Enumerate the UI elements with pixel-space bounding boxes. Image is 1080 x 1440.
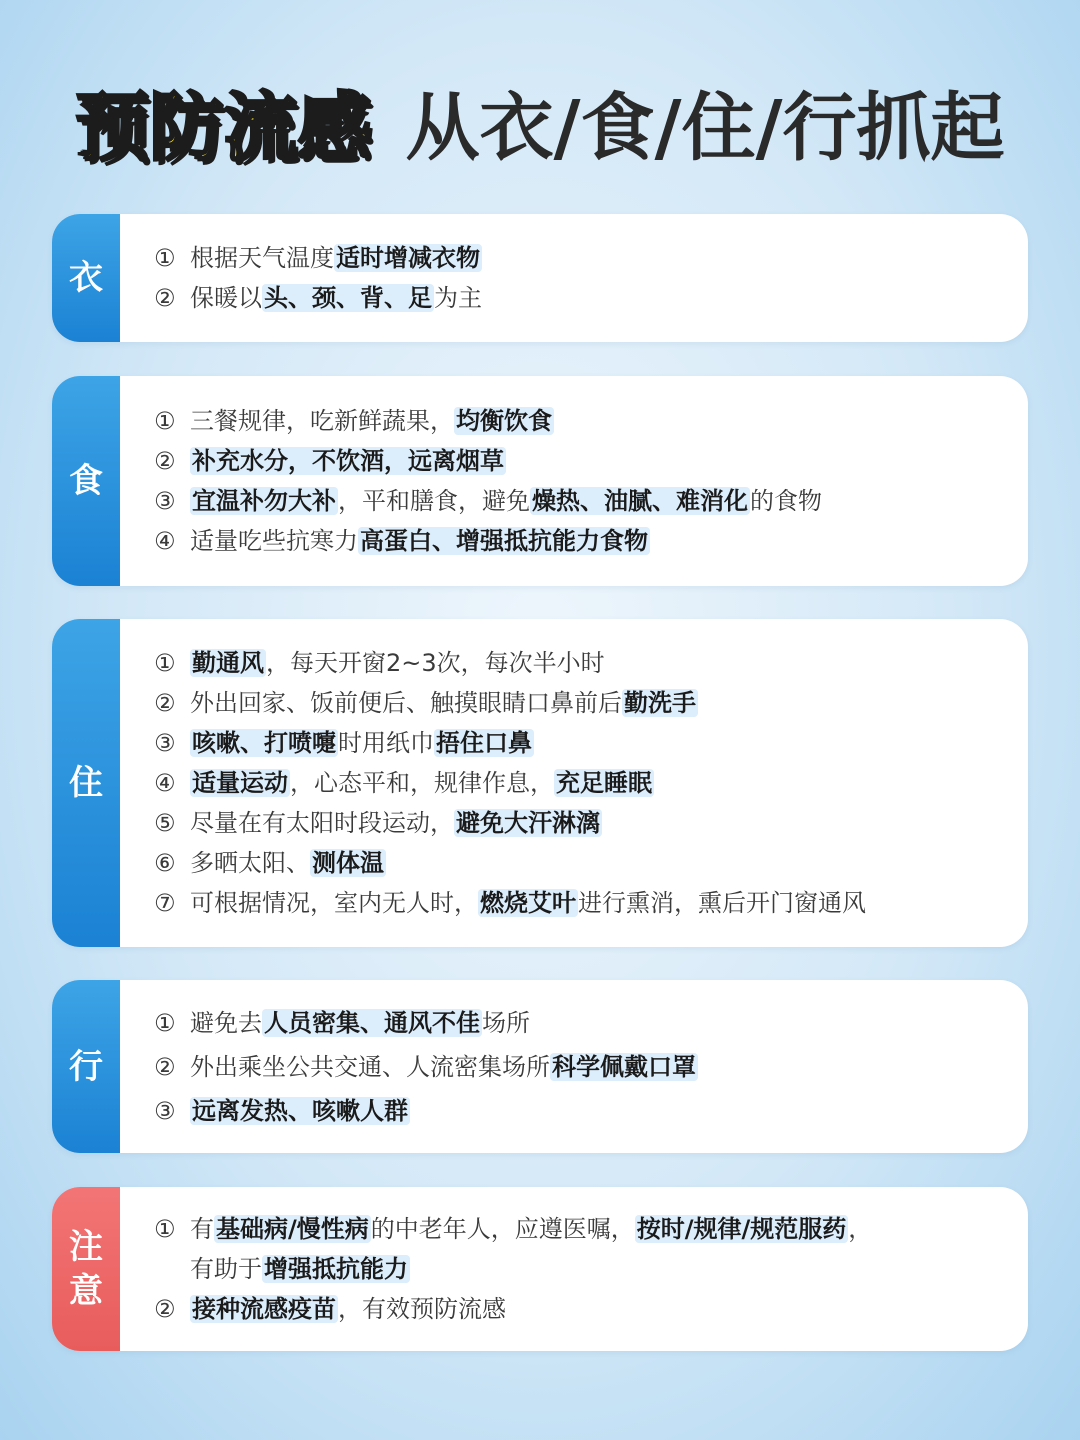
- item-line: [190, 1003, 530, 1043]
- list-item: [154, 643, 1008, 683]
- section-tab: [52, 376, 120, 586]
- highlight-text: 高蛋白、增强抵抗能力食物: [360, 527, 648, 555]
- item-line: [190, 278, 482, 318]
- item-text: [190, 803, 602, 843]
- item-text: [190, 643, 605, 683]
- plain-text: 根据天气温度: [190, 244, 334, 272]
- highlight-text: 头、颈、背、足: [264, 284, 432, 312]
- item-line: [190, 883, 866, 923]
- plain-text: 的食物: [750, 487, 822, 515]
- highlight-text: 充足睡眠: [556, 769, 652, 797]
- item-text: [190, 723, 534, 763]
- list-item: [154, 1047, 1008, 1087]
- plain-text: ，有效预防流感: [338, 1295, 506, 1323]
- section-label: 衣: [69, 258, 103, 298]
- item-number: ①: [154, 1215, 176, 1243]
- list-item: [154, 1003, 1008, 1043]
- item-line: [190, 1209, 872, 1249]
- item-line: [190, 1289, 506, 1329]
- item-line: [190, 1249, 872, 1289]
- plain-text: 可根据情况，室内无人时，: [190, 889, 478, 917]
- item-line: [190, 1091, 410, 1131]
- item-number: ④: [154, 527, 176, 555]
- list-item: [154, 1209, 1008, 1289]
- item-number: ②: [154, 689, 176, 717]
- item-text: [190, 1003, 530, 1043]
- section-tab: [52, 980, 120, 1153]
- item-line: [190, 763, 654, 803]
- section-tab: [52, 619, 120, 947]
- item-text: [190, 1091, 410, 1131]
- item-list: [154, 619, 1008, 947]
- plain-text: 尽量在有太阳时段运动，: [190, 809, 454, 837]
- item-number: ①: [154, 649, 176, 677]
- item-number: ⑦: [154, 889, 176, 917]
- list-item: [154, 723, 1008, 763]
- item-number: ②: [154, 284, 176, 312]
- title-subtitle: 从衣/食/住/行抓起: [405, 85, 1005, 171]
- section-label: 食: [69, 461, 103, 501]
- highlight-text: 捂住口鼻: [436, 729, 532, 757]
- item-number: ①: [154, 244, 176, 272]
- item-text: [190, 238, 482, 278]
- item-text: [190, 683, 698, 723]
- page-title: [0, 78, 1080, 178]
- plain-text: 场所: [482, 1008, 530, 1037]
- plain-text: ，心态平和，规律作息，: [290, 769, 554, 797]
- item-list: [154, 980, 1008, 1153]
- plain-text: 的中老年人，应遵医嘱，: [370, 1215, 635, 1243]
- highlight-text: 接种流感疫苗: [192, 1295, 336, 1323]
- list-item: [154, 278, 1008, 318]
- highlight-text: 补充水分，不饮酒，远离烟草: [192, 447, 504, 475]
- item-line: [190, 1047, 698, 1087]
- highlight-text: 测体温: [312, 849, 384, 877]
- list-item: [154, 521, 1008, 561]
- list-item: [154, 683, 1008, 723]
- plain-text: 有助于: [190, 1255, 262, 1283]
- item-line: [190, 238, 482, 278]
- item-line: [190, 441, 506, 481]
- item-text: [190, 401, 554, 441]
- list-item: [154, 1091, 1008, 1131]
- highlight-text: 适量运动: [192, 769, 288, 797]
- highlight-text: 燃烧艾叶: [480, 889, 576, 917]
- item-text: [190, 1209, 872, 1289]
- plain-text: ，每天开窗2~3次，每次半小时: [266, 649, 605, 677]
- item-line: [190, 521, 650, 561]
- item-text: [190, 441, 506, 481]
- plain-text: 为主: [434, 284, 482, 312]
- plain-text: 有: [190, 1215, 214, 1243]
- plain-text: 时用纸巾: [338, 729, 434, 757]
- highlight-text: 宜温补勿大补: [192, 487, 336, 515]
- section-card-travel: [52, 980, 1028, 1153]
- highlight-text: 增强抵抗能力: [264, 1255, 408, 1283]
- item-number: ②: [154, 1052, 176, 1081]
- highlight-text: 适时增减衣物: [336, 244, 480, 272]
- item-number: ①: [154, 1008, 176, 1037]
- section-label: 住: [69, 763, 103, 803]
- list-item: [154, 1289, 1008, 1329]
- item-list: [154, 214, 1008, 342]
- section-label: 行: [69, 1046, 103, 1087]
- list-item: [154, 843, 1008, 883]
- highlight-text: 远离发热、咳嗽人群: [192, 1096, 408, 1125]
- plain-text: ，: [848, 1215, 873, 1243]
- list-item: [154, 238, 1008, 278]
- item-line: [190, 401, 554, 441]
- plain-text: 三餐规律，吃新鲜蔬果，: [190, 407, 454, 435]
- item-number: ③: [154, 487, 176, 515]
- list-item: [154, 883, 1008, 923]
- item-number: ②: [154, 447, 176, 475]
- title-highlight: 预防流感: [75, 85, 372, 171]
- item-text: [190, 1047, 698, 1087]
- list-item: [154, 401, 1008, 441]
- item-line: [190, 843, 386, 883]
- item-number: ④: [154, 769, 176, 797]
- highlight-text: 按时/规律/规范服药: [636, 1215, 847, 1243]
- item-text: [190, 521, 650, 561]
- item-text: [190, 843, 386, 883]
- highlight-text: 勤洗手: [624, 689, 696, 717]
- plain-text: 保暖以: [190, 284, 262, 312]
- list-item: [154, 803, 1008, 843]
- item-number: ⑥: [154, 849, 176, 877]
- plain-text: 避免去: [190, 1008, 262, 1037]
- item-text: [190, 763, 654, 803]
- item-list: [154, 1187, 1008, 1351]
- highlight-text: 咳嗽、打喷嚏: [192, 729, 336, 757]
- highlight-text: 人员密集、通风不佳: [264, 1008, 480, 1037]
- item-number: ⑤: [154, 809, 176, 837]
- section-card-housing: [52, 619, 1028, 947]
- item-line: [190, 723, 534, 763]
- item-number: ②: [154, 1295, 176, 1323]
- section-tab: [52, 1187, 120, 1351]
- item-number: ①: [154, 407, 176, 435]
- highlight-text: 勤通风: [192, 649, 264, 677]
- plain-text: 适量吃些抗寒力: [190, 527, 358, 555]
- plain-text: 进行熏消，熏后开门窗通风: [578, 889, 866, 917]
- item-number: ③: [154, 729, 176, 757]
- list-item: [154, 481, 1008, 521]
- plain-text: 外出回家、饭前便后、触摸眼睛口鼻前后: [190, 689, 622, 717]
- section-card-food: [52, 376, 1028, 586]
- highlight-text: 基础病/慢性病: [216, 1215, 369, 1243]
- plain-text: 多晒太阳、: [190, 849, 310, 877]
- item-text: [190, 278, 482, 318]
- item-line: [190, 803, 602, 843]
- highlight-text: 避免大汗淋漓: [456, 809, 600, 837]
- item-line: [190, 683, 698, 723]
- list-item: [154, 763, 1008, 803]
- item-line: [190, 643, 605, 683]
- item-list: [154, 376, 1008, 586]
- item-number: ③: [154, 1096, 176, 1125]
- item-line: [190, 481, 822, 521]
- section-label: 注意: [69, 1227, 103, 1311]
- plain-text: 外出乘坐公共交通、人流密集场所: [190, 1052, 550, 1081]
- highlight-text: 均衡饮食: [456, 407, 552, 435]
- item-text: [190, 481, 822, 521]
- item-text: [190, 1289, 506, 1329]
- plain-text: ，平和膳食，避免: [338, 487, 530, 515]
- section-card-attention: [52, 1187, 1028, 1351]
- section-tab: [52, 214, 120, 342]
- list-item: [154, 441, 1008, 481]
- item-text: [190, 883, 866, 923]
- section-card-clothing: [52, 214, 1028, 342]
- highlight-text: 燥热、油腻、难消化: [532, 487, 748, 515]
- highlight-text: 科学佩戴口罩: [552, 1052, 696, 1081]
